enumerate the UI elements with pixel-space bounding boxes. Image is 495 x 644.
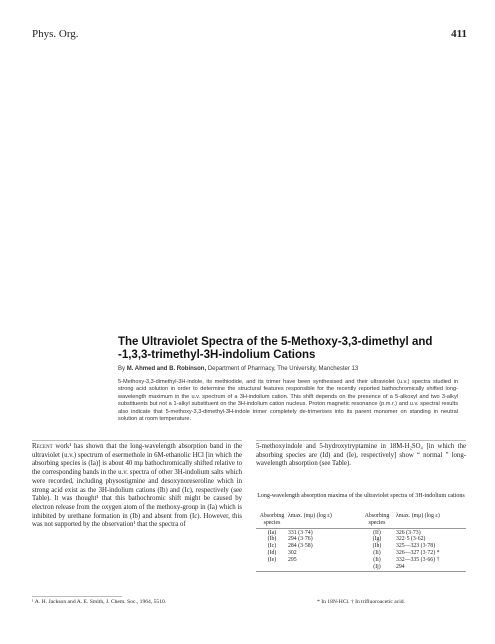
journal-header: Phys. Org.: [32, 28, 79, 40]
table-header-cell: λmax. (mμ) (log ε): [288, 513, 332, 519]
table-cell: (Ij): [373, 563, 381, 570]
table-rule: [256, 571, 466, 572]
body-left-column: [32, 443, 242, 530]
table-row: [256, 550, 466, 557]
table-caption: Long-wavelength absorption maxima of the ultraviolet spectra of 3H-indolium cations: [257, 493, 465, 499]
author-line: [118, 366, 468, 372]
table-cell: (Ih): [372, 543, 382, 550]
table-cell: 294 (3·76): [288, 536, 313, 543]
table-row: [256, 543, 466, 550]
table-cell: (Id): [267, 549, 277, 556]
table-cell: [256, 564, 288, 571]
footnote-rule: [32, 596, 122, 597]
table-cell: 332—335 (3·66) †: [396, 556, 440, 563]
body-text: work¹ has shown that the long-wavelength absorption band in the ultraviolet (u.v.) spectrum of esermethole in 6M-ethanolic HCl [in which the absorbing species is (Ia)] is about 40 mμ bathochromically shifted relative to the corresponding bands in the u.v. spectra of other 3H-indolium salts which were recorded, including physostigmine and desoxynoreseroline which in strong acid exist as the 3H-indolium cations (Ib) and (Ic), respectively (see Table). It was thought¹ that this bathochromic shift might be caused by electron release from the oxygen atom of the methoxy-group in (Ia) which is inhibited by urethane formation in (Ib) and absent from (Ic). However, this was not supported by the observation¹ that the spectra of: [32, 443, 242, 529]
page-number: 411: [451, 28, 467, 40]
table-cell: (Ie): [267, 556, 277, 563]
table-cell: (If): [373, 529, 381, 536]
body-paragraph-right: 5-methoxyindole and 5-hydroxytryptamine in 18M-H₂SO₄ [in which the absorbing species are (Id) and (Ie), respectively] show “ normal ” long-wavelength absorption (see Table).: [256, 443, 466, 468]
table-notes: * In 18N-HCl. † In trifluoroacetic acid.: [317, 599, 405, 605]
absorption-table: [256, 513, 466, 573]
table-cell: 295: [288, 556, 297, 563]
abstract: 5-Methoxy-3,3-dimethyl-3H-indole, its methiodide, and its trimer have been synthesised and their ultraviolet (u.v.) spectra studied in strong acid solution in order to determine the structural features responsible for the recently reported bathochromically shifted long-wavelength maximum in the u.v. spectrum of a 3H-indolium cation. This shift depends on the presence of a 5-alkoxyl and two 3-alkyl substituents but not a 1-alkyl substituent on the 3H-indolium cation nucleus. Proton magnetic resonance (p.m.r.) and u.v. spectral results also indicate that 5-methoxy-3,3-dimethyl-3H-indole trimer completely de-trimerises into its parent monomer on standing in neutral solution at room temperature.: [118, 379, 458, 423]
table-cell: (Ii): [373, 549, 381, 556]
right-rule: [256, 440, 466, 441]
table-cell: [288, 564, 358, 571]
table-cell: 331 (3·74): [288, 529, 313, 536]
table-header-cell: Absorbing species: [259, 513, 285, 526]
table-cell: (Ia): [267, 529, 277, 536]
table-header-cell: Absorbing species: [364, 513, 390, 526]
table-rule: [256, 528, 466, 529]
dropcap-word: Recent: [32, 443, 53, 450]
table-row: [256, 564, 466, 571]
table-cell: 326—327 (3·72) *: [396, 549, 440, 556]
by-label: By: [118, 366, 126, 372]
author-names: M. Ahmed and B. Robinson,: [126, 366, 207, 372]
table-cell: (Ig): [372, 536, 382, 543]
table-row: [256, 557, 466, 564]
body-right-column: [256, 443, 466, 469]
table-cell: 294: [396, 563, 405, 570]
table-header-cell: λmax. (mμ) (log ε): [396, 513, 440, 519]
article-title: The Ultraviolet Spectra of the 5-Methoxy-3,3-dimethyl and -1,3,3-trimethyl-3H-indolium Cations: [118, 336, 433, 361]
table-cell: 326 (3·73): [396, 529, 421, 536]
table-cell: (Ii): [373, 556, 381, 563]
affiliation: Department of Pharmacy, The University, Manchester 13: [207, 366, 359, 372]
table-header-row: [256, 513, 466, 527]
body-paragraph: [32, 443, 242, 530]
table-cell: (Ib): [267, 536, 277, 543]
table-cell: 284 (3·58): [288, 543, 313, 550]
table-cell: 302: [288, 549, 297, 556]
footnote: ¹ A. H. Jackson and A. E. Smith, J. Chem. Soc., 1964, 5510.: [32, 599, 167, 605]
table-cell: (Ic): [267, 543, 277, 550]
table-cell: 322·5 (3·62): [396, 536, 426, 543]
table-cell: 325—323 (3·78): [396, 543, 436, 550]
left-rule: [32, 440, 242, 441]
